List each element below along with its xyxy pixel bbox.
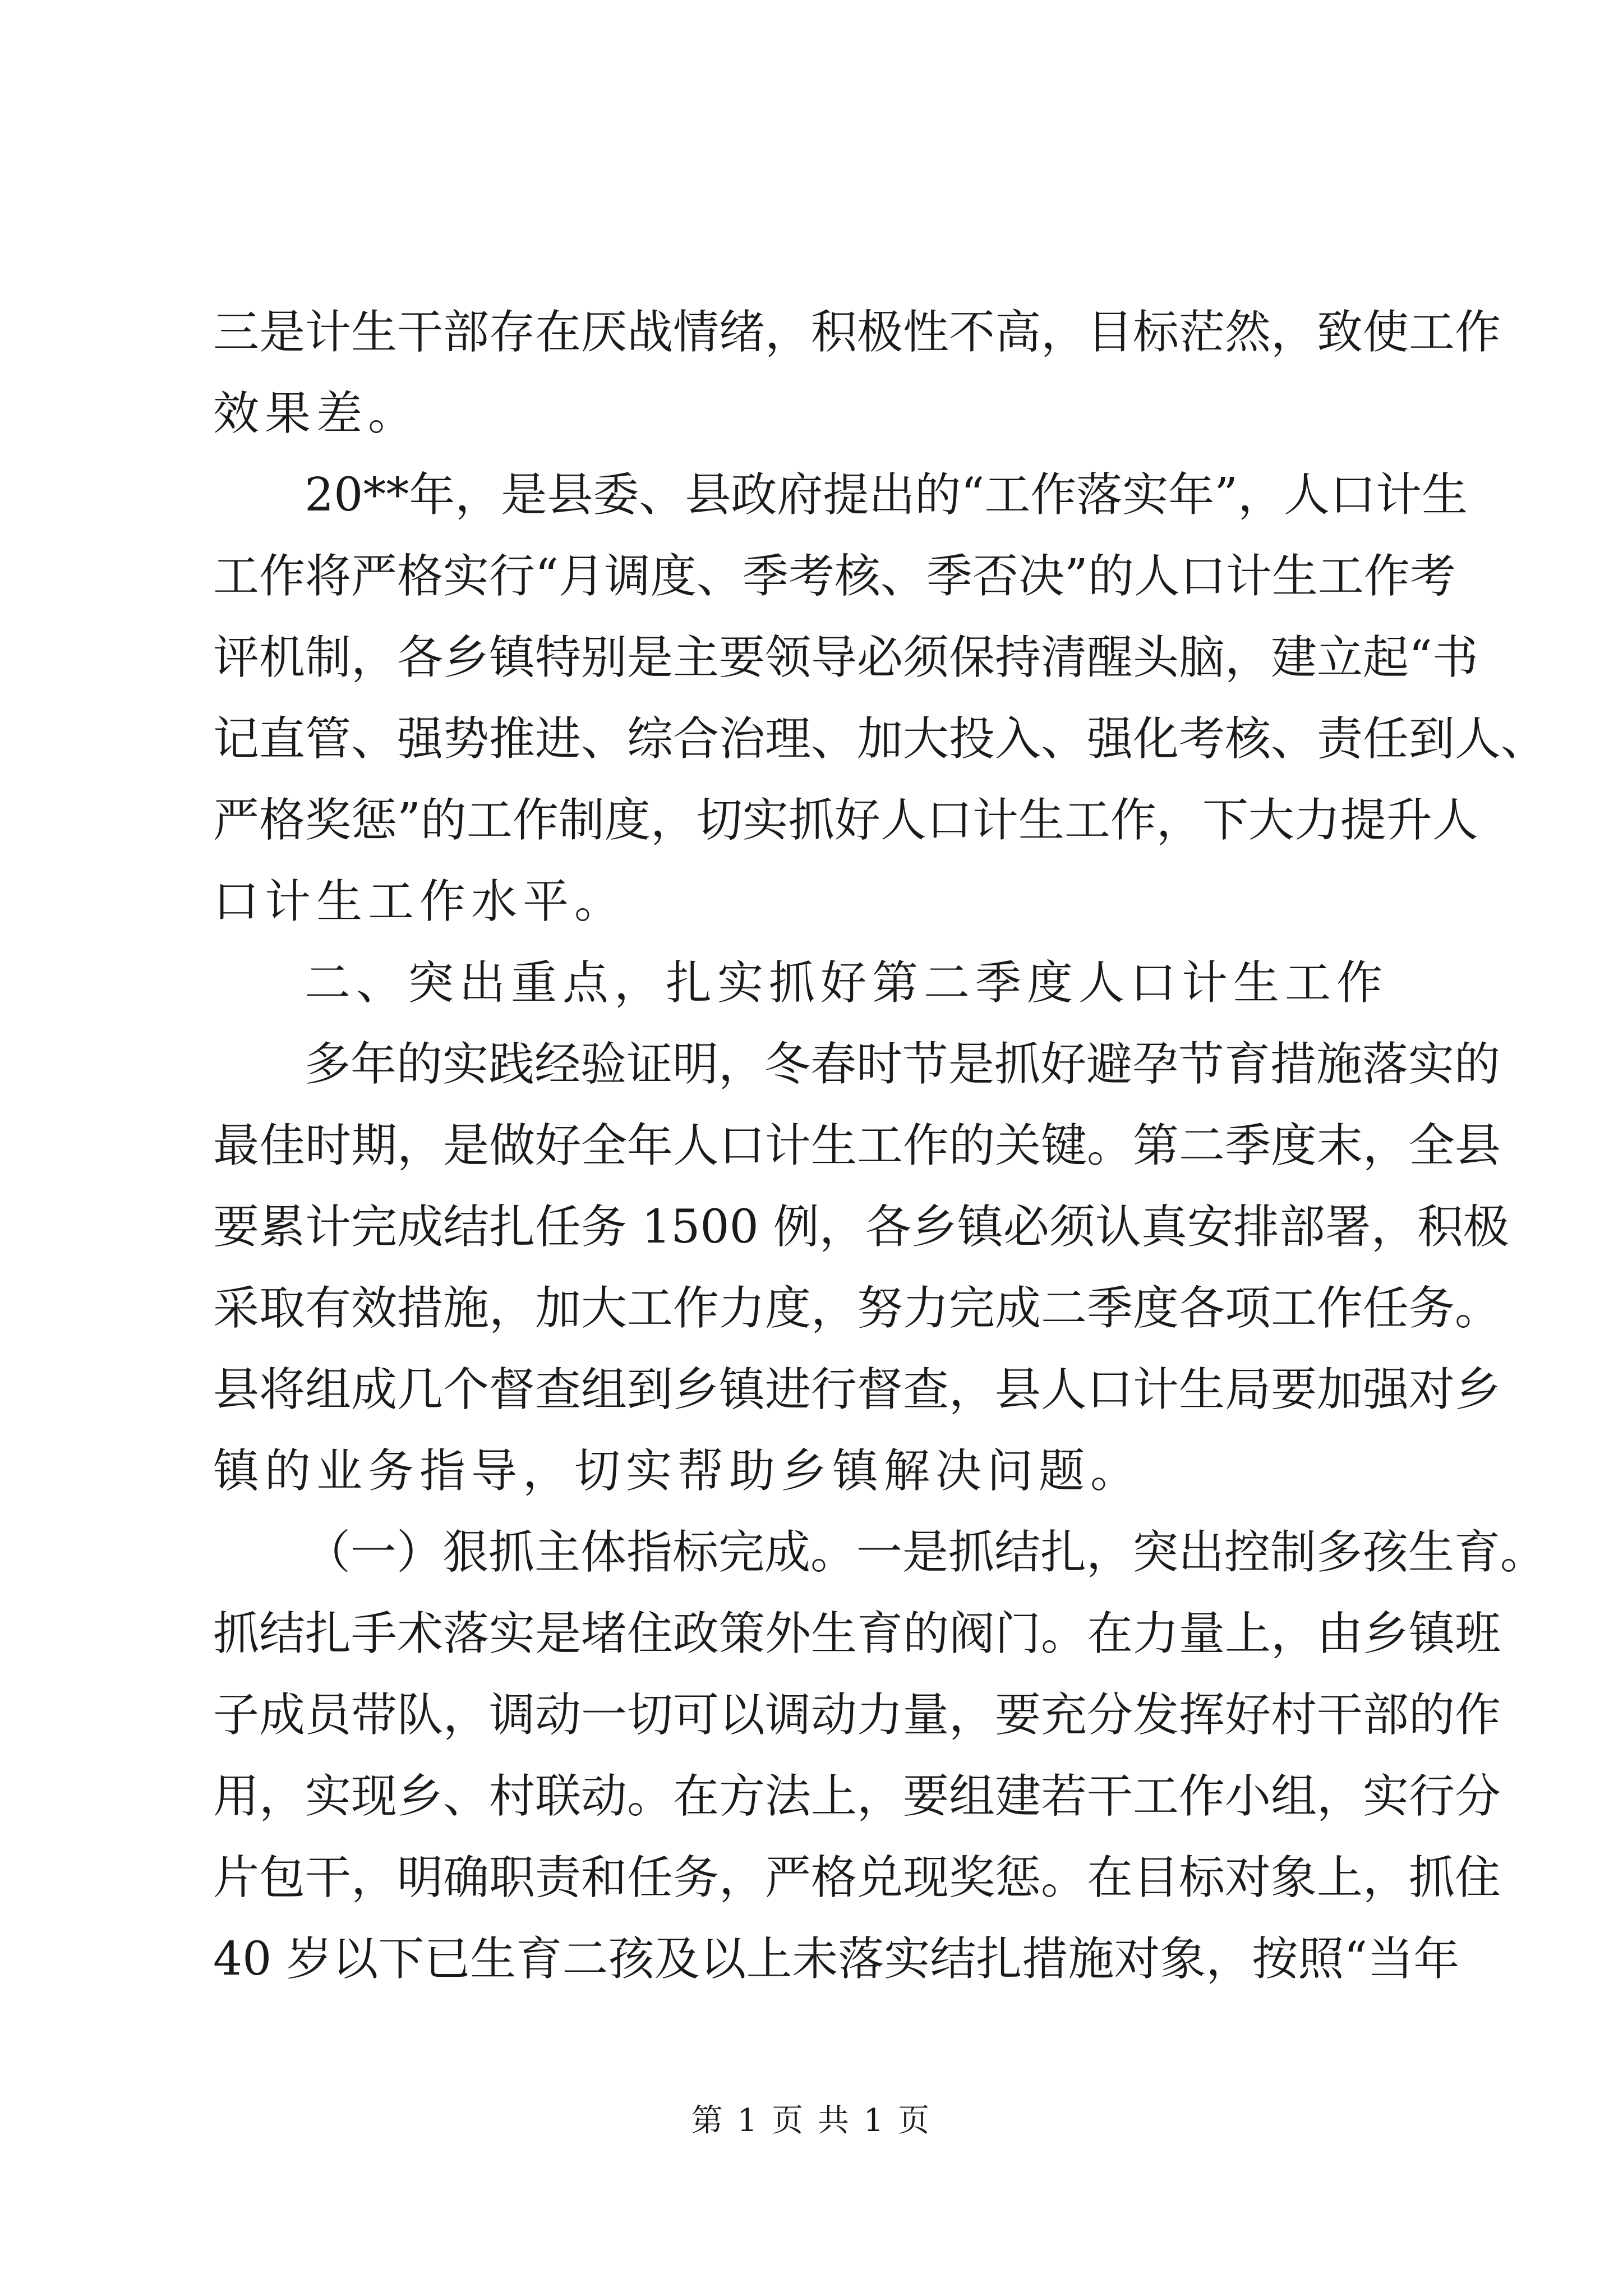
text-line: 40 岁以下已生育二孩及以上未落实结扎措施对象，按照“当年: [213, 1932, 1460, 1986]
text-line: 工作将严格实行“月调度、季考核、季否决”的人口计生工作考: [213, 550, 1456, 603]
text-line: 县将组成几个督查组到乡镇进行督查，县人口计生局要加强对乡: [213, 1363, 1501, 1416]
text-line: 抓结扎手术落实是堵住政策外生育的阀门。在力量上，由乡镇班: [213, 1607, 1501, 1660]
text-line: 三是计生干部存在厌战情绪，积极性不高，目标茫然，致使工作: [213, 306, 1501, 359]
text-line: 记直管、强势推进、综合治理、加大投入、强化考核、责任到人、: [213, 712, 1547, 766]
text-line: 用，实现乡、村联动。在方法上，要组建若干工作小组，实行分: [213, 1770, 1501, 1823]
document-body: [213, 292, 1547, 2000]
text-line: 效果差。: [213, 387, 420, 440]
text-line: 严格奖惩”的工作制度，切实抓好人口计生工作，下大力提升人: [213, 794, 1478, 847]
text-line: 片包干，明确职责和任务，严格兑现奖惩。在目标对象上，抓住: [213, 1851, 1501, 1904]
text-line: 子成员带队，调动一切可以调动力量，要充分发挥好村干部的作: [213, 1688, 1501, 1742]
text-line: 评机制，各乡镇特别是主要领导必须保持清醒头脑，建立起“书: [213, 631, 1478, 684]
section-heading: 二、突出重点，扎实抓好第二季度人口计生工作: [305, 956, 1389, 1010]
text-line: 镇的业务指导，切实帮助乡镇解决问题。: [213, 1444, 1142, 1498]
paragraph-start-line: 多年的实践经验证明，冬春时节是抓好避孕节育措施落实的: [305, 1038, 1501, 1091]
paragraph-start-line: （一）狠抓主体指标完成。一是抓结扎，突出控制多孩生育。: [305, 1526, 1547, 1579]
paragraph-start-line: 20**年，是县委、县政府提出的“工作落实年”，人口计生: [305, 468, 1468, 522]
text-line: 口计生工作水平。: [213, 875, 626, 928]
page-footer: 第 1 页 共 1 页: [691, 2102, 932, 2139]
text-line: 采取有效措施，加大工作力度，努力完成二季度各项工作任务。: [213, 1282, 1501, 1335]
text-line: 要累计完成结扎任务 1500 例，各乡镇必须认真安排部署，积极: [213, 1200, 1509, 1254]
text-line: 最佳时期，是做好全年人口计生工作的关键。第二季度末，全县: [213, 1119, 1501, 1172]
